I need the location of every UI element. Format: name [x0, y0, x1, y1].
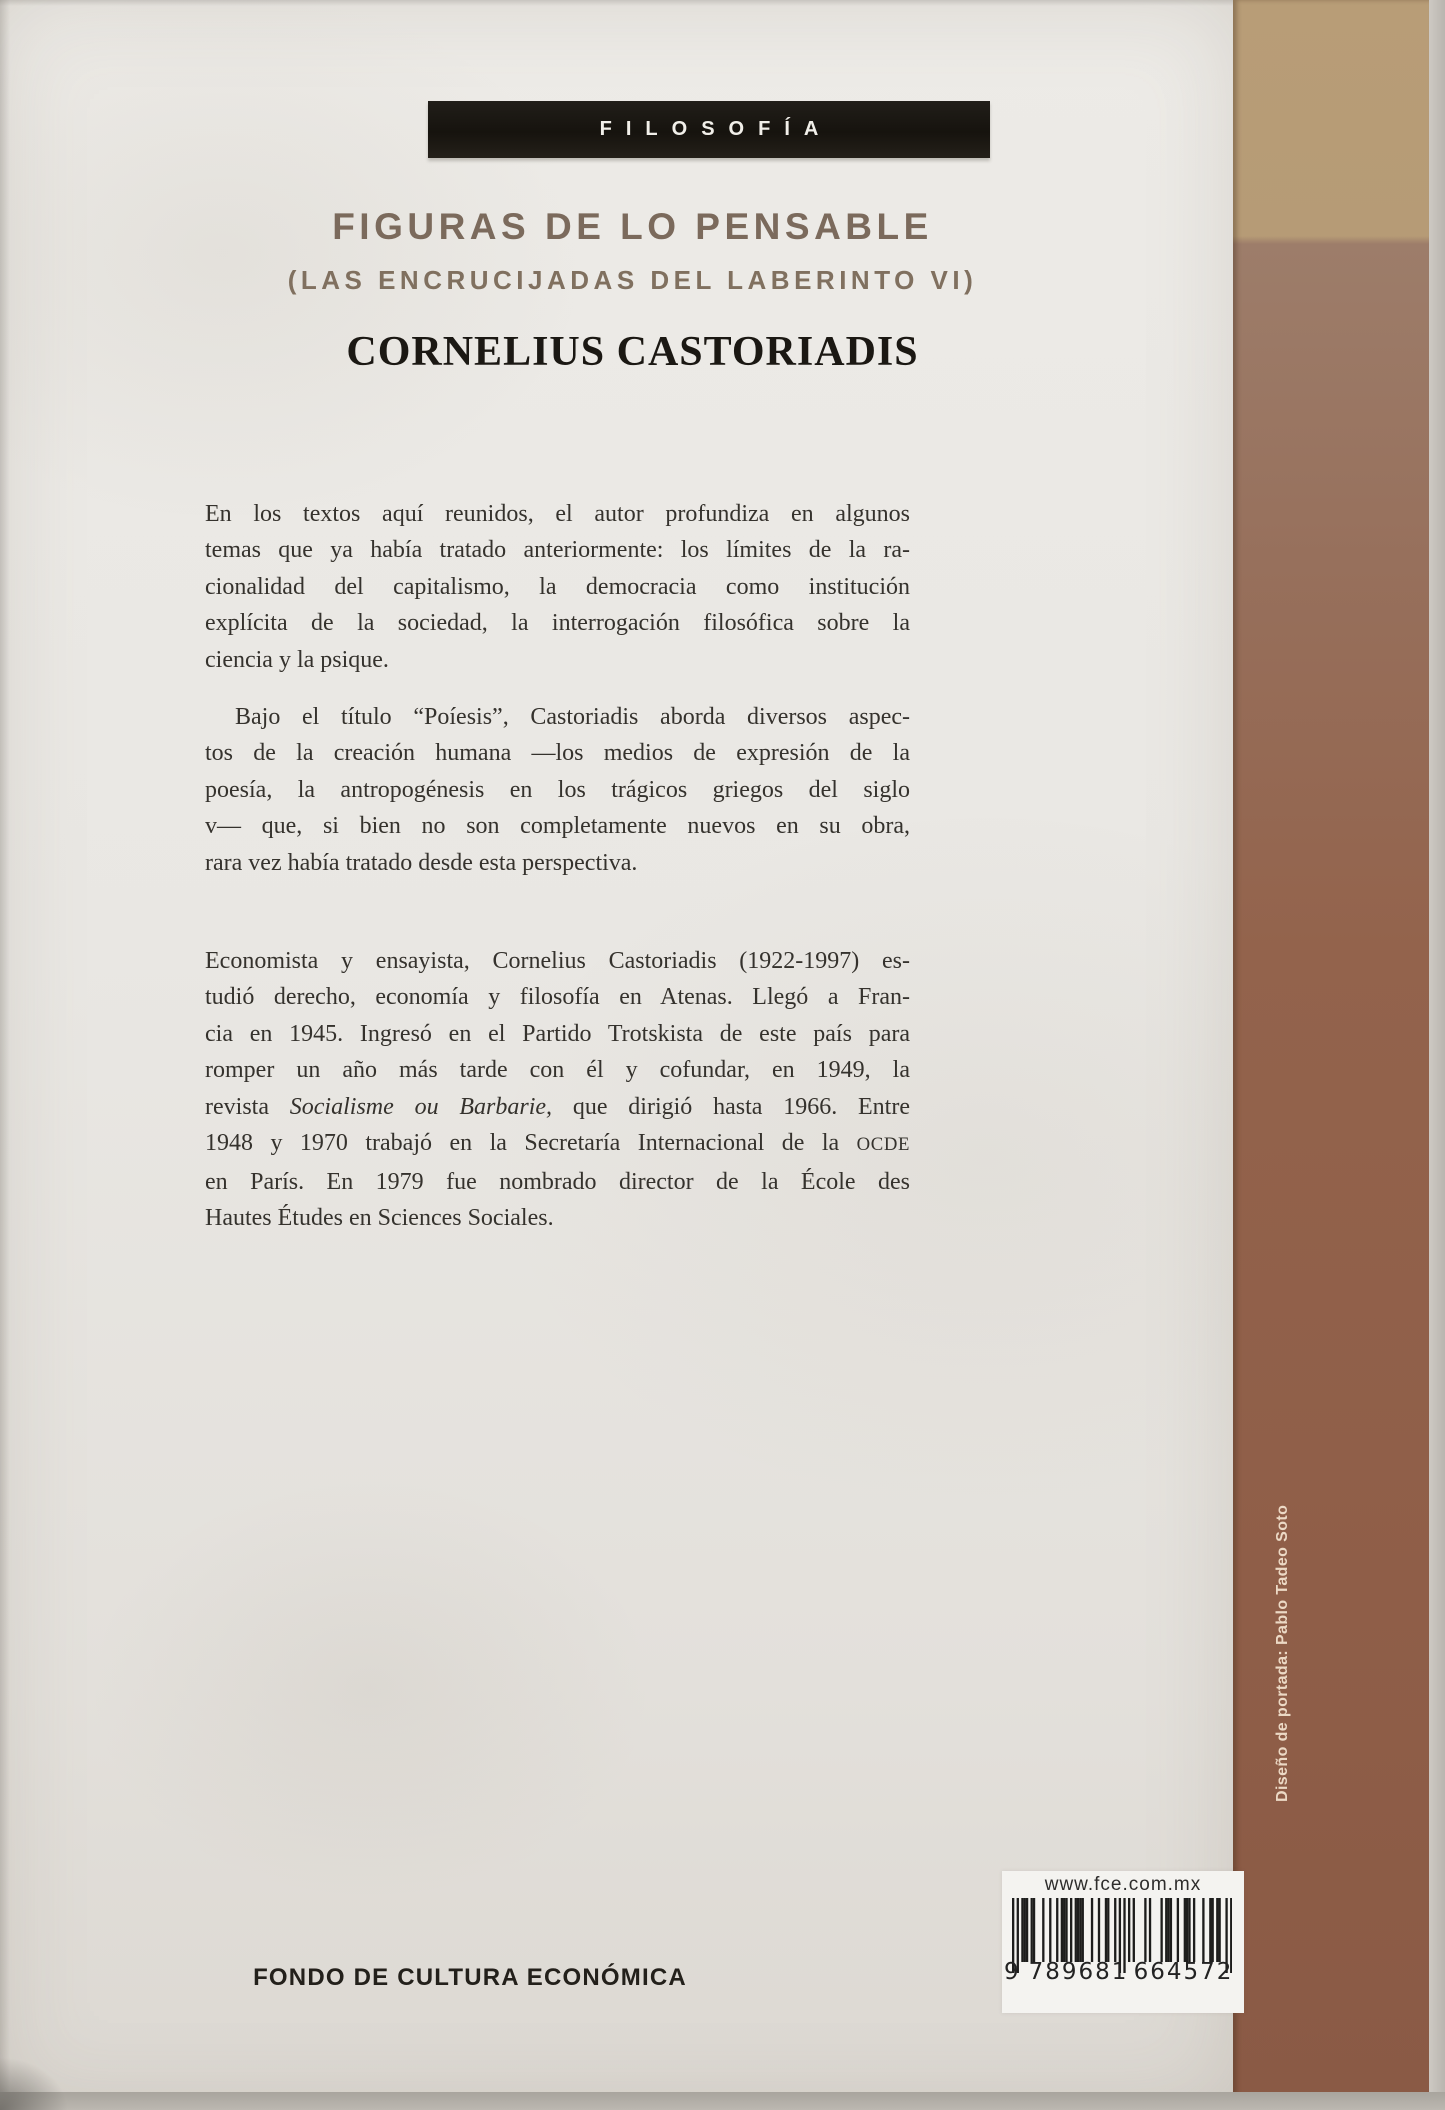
- photo-corner-shadow: [0, 2010, 120, 2110]
- synopsis-line: Economista y ensayista, Cornelius Castoriadis (1922-1997) es-: [205, 948, 910, 975]
- synopsis-line: en París. En 1979 fue nombrado director de la École des: [205, 1168, 910, 1195]
- synopsis-line: En los textos aquí reunidos, el autor profundiza en algunos: [205, 501, 910, 527]
- synopsis-line: v— que, si bien no son completamente nuevos en su obra,: [205, 813, 910, 840]
- synopsis-line: romper un año más tarde con él y cofundar, en 1949, la: [205, 1057, 910, 1084]
- publisher-name: FONDO DE CULTURA ECONÓMICA: [253, 1964, 687, 1991]
- barcode-digit-lead: 9: [1004, 1959, 1019, 1985]
- spine-strip: [1233, 0, 1429, 2110]
- synopsis-paragraph: [205, 699, 910, 881]
- photo-bottom-edge: [0, 2092, 1445, 2110]
- website-url: www.fce.com.mx: [1044, 1874, 1202, 1895]
- photo-edge-strip: [1429, 0, 1445, 2110]
- category-label: FILOSOFÍA: [599, 118, 833, 140]
- synopsis-line: Bajo el título “Poíesis”, Castoriadis aborda diversos aspec-: [235, 704, 910, 731]
- author-name: CORNELIUS CASTORIADIS: [346, 329, 919, 375]
- synopsis: [205, 496, 910, 1236]
- barcode-digits-left: 789681: [1028, 1959, 1129, 1985]
- barcode-number: [1004, 1959, 1236, 1985]
- synopsis-line: cionalidad del capitalismo, la democracia como institución: [205, 573, 910, 600]
- synopsis-paragraph: [205, 496, 910, 678]
- cover-design-credit: Diseño de portada: Pablo Tadeo Soto: [1274, 1504, 1291, 1802]
- synopsis-paragraph: [205, 943, 910, 1236]
- synopsis-line: tos de la creación humana —los medios de expresión de la: [205, 740, 910, 767]
- synopsis-line: cia en 1945. Ingresó en el Partido Trotskista de este país para: [205, 1020, 910, 1047]
- barcode-digits-right: 664572: [1133, 1959, 1234, 1985]
- synopsis-line: tudió derecho, economía y filosofía en Atenas. Llegó a Fran-: [205, 984, 910, 1011]
- synopsis-line: Hautes Études en Sciences Sociales.: [205, 1204, 554, 1231]
- book-title: FIGURAS DE LO PENSABLE: [332, 206, 933, 247]
- synopsis-line: 1948 y 1970 trabajó en la Secretaría Internacional de la OCDE: [205, 1130, 910, 1157]
- synopsis-line: ciencia y la psique.: [205, 646, 389, 673]
- synopsis-line: revista Socialisme ou Barbarie, que dirigió hasta 1966. Entre: [205, 1093, 910, 1120]
- synopsis-line: explícita de la sociedad, la interrogación filosófica sobre la: [205, 610, 910, 637]
- synopsis-line: rara vez había tratado desde esta perspectiva.: [205, 849, 638, 876]
- book-subtitle: (LAS ENCRUCIJADAS DEL LABERINTO VI): [287, 265, 978, 295]
- synopsis-line: temas que ya había tratado anteriormente: los límites de la ra-: [205, 537, 910, 564]
- barcode-sticker: [1002, 1871, 1244, 2013]
- synopsis-line: poesía, la antropogénesis en los trágicos griegos del siglo: [205, 776, 910, 803]
- category-banner: [428, 101, 990, 158]
